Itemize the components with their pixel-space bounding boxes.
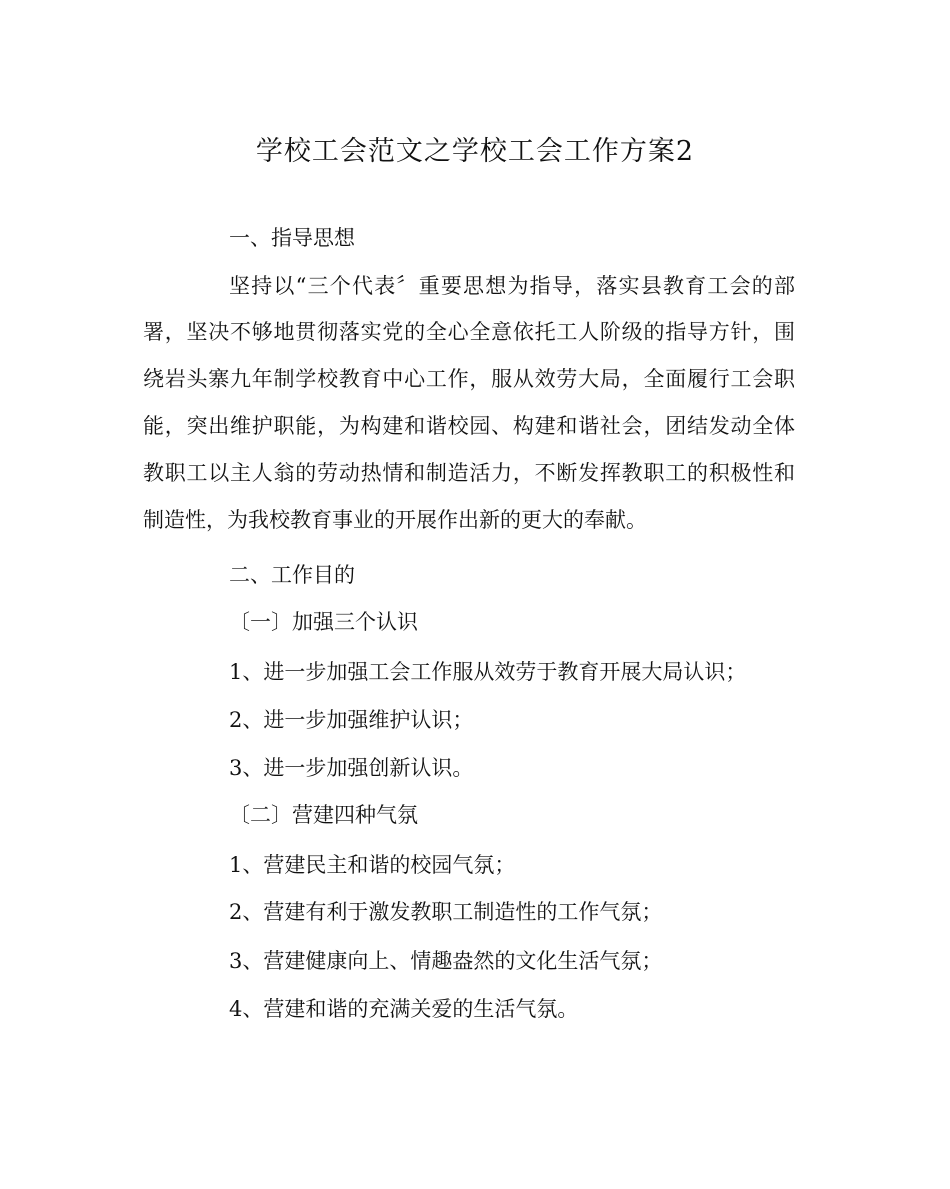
document-title: 学校工会范文之学校工会工作方案2 xyxy=(255,136,695,167)
list-item: 2、进一步加强维护认识； xyxy=(229,708,474,732)
subsection-heading-atmosphere: 〔二〕营建四种气氛 xyxy=(229,803,418,827)
section-heading-guiding-thought: 一、指导思想 xyxy=(229,226,355,250)
paragraph-line: 绕岩头寨九年制学校教育中心工作，服从效劳大局，全面履行工会职 xyxy=(143,367,795,391)
subsection-heading-awareness: 〔一〕加强三个认识 xyxy=(229,610,418,634)
paragraph-line: 能，突出维护职能，为构建和谐校园、构建和谐社会，团结发动全体 xyxy=(143,414,795,438)
section-heading-work-goals: 二、工作目的 xyxy=(229,563,355,587)
list-item: 3、进一步加强创新认识。 xyxy=(229,756,474,780)
list-item: 1、进一步加强工会工作服从效劳于教育开展大局认识； xyxy=(229,660,747,684)
paragraph-line: 制造性，为我校教育事业的开展作出新的更大的奉献。 xyxy=(143,508,647,532)
paragraph-line: 署，坚决不够地贯彻落实党的全心全意依托工人阶级的指导方针，围 xyxy=(143,320,795,344)
list-item: 4、营建和谐的充满关爱的生活气氛。 xyxy=(229,997,579,1021)
list-item: 1、营建民主和谐的校园气氛； xyxy=(229,853,516,877)
list-item: 3、营建健康向上、情趣盎然的文化生活气氛； xyxy=(229,949,663,973)
paragraph-line: 坚持以“三个代表〞重要思想为指导，落实县教育工会的部 xyxy=(229,274,795,298)
list-item: 2、营建有利于激发教职工制造性的工作气氛； xyxy=(229,900,663,924)
paragraph-line: 教职工以主人翁的劳动热情和制造活力，不断发挥教职工的积极性和 xyxy=(143,461,795,485)
